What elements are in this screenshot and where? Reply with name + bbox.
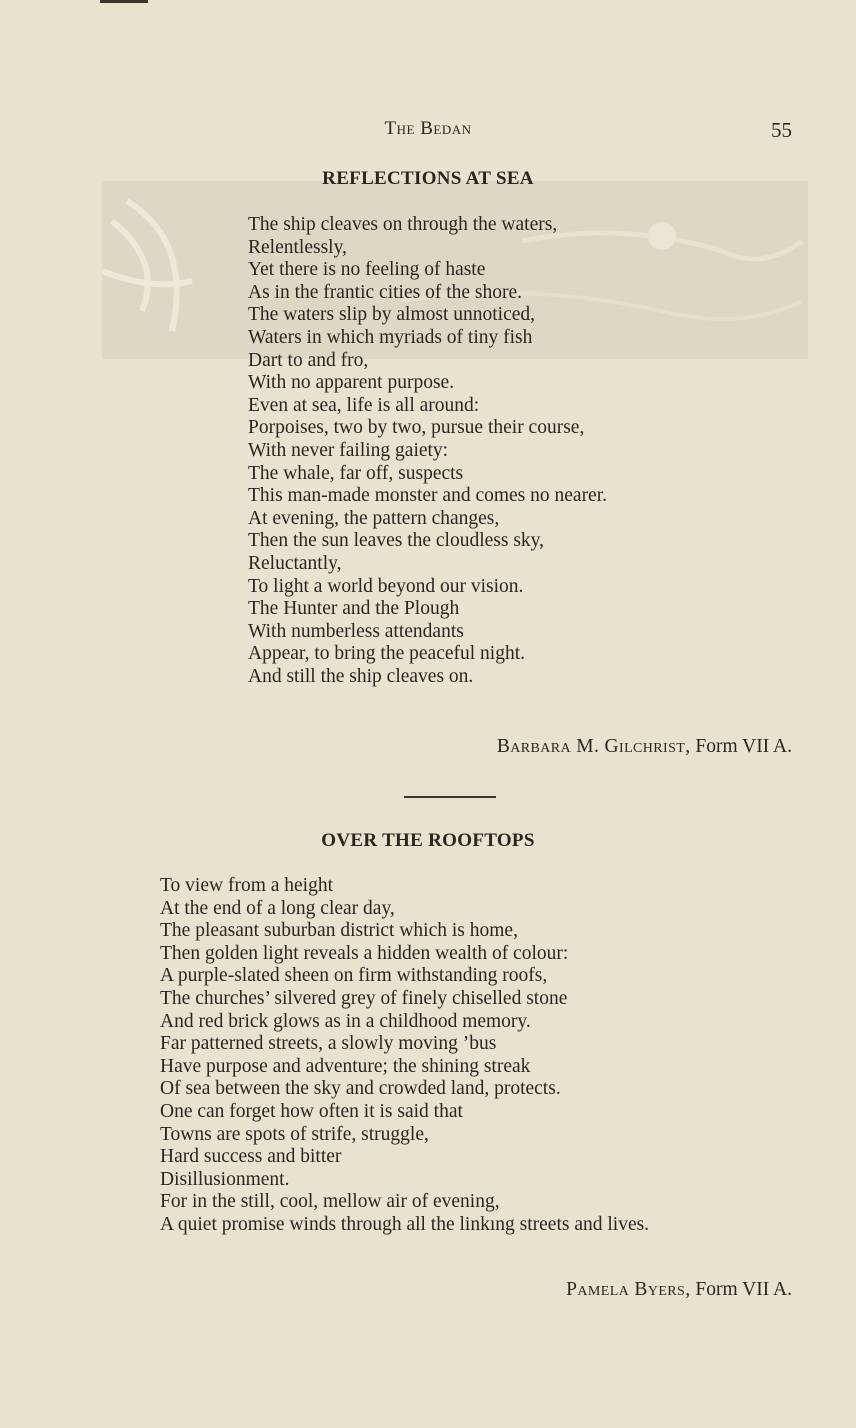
- poem-line: For in the still, cool, mellow air of evening,: [160, 1191, 500, 1213]
- section-divider: [404, 796, 496, 798]
- poem-line: The pleasant suburban district which is home,: [160, 920, 518, 942]
- poem-line: To view from a height: [160, 875, 334, 896]
- running-head: [0, 118, 856, 146]
- poem-line: Have purpose and adventure; the shining streak: [160, 1055, 531, 1077]
- poem-line: Of sea between the sky and crowded land, protects.: [160, 1078, 561, 1100]
- poem-line: This man-made monster and comes no nearer.: [248, 485, 608, 507]
- poem-line: One can forget how often it is said that: [160, 1100, 463, 1122]
- poem-line: Appear, to bring the peaceful night.: [248, 643, 525, 665]
- poem-body: [248, 214, 607, 688]
- poem-line: Waters in which myriads of tiny fish: [248, 326, 533, 348]
- poem-title: OVER THE ROOFTOPS: [321, 830, 535, 851]
- poem-line: Hard success and bitter: [160, 1146, 342, 1168]
- poem-line: Even at sea, life is all around:: [248, 394, 480, 416]
- poem-line: The ship cleaves on through the waters,: [248, 214, 558, 235]
- top-edge-mark: [100, 0, 148, 3]
- poem-line: Yet there is no feeling of haste: [248, 259, 486, 281]
- page-number: 55: [771, 118, 792, 142]
- poem-line: Reluctantly,: [248, 552, 342, 574]
- poem-line: Porpoises, two by two, pursue their course,: [248, 417, 585, 439]
- poem-line: And still the ship cleaves on.: [248, 665, 474, 687]
- poem-line: Relentlessly,: [248, 236, 347, 258]
- journal-name: The Bedan: [384, 118, 472, 139]
- poem-byline: [566, 1279, 792, 1301]
- poem-title: REFLECTIONS AT SEA: [322, 168, 534, 189]
- poem-line: With numberless attendants: [248, 620, 464, 642]
- poem-line: Then the sun leaves the cloudless sky,: [248, 530, 545, 552]
- poem-line: With never failing gaiety:: [248, 439, 449, 461]
- poem-line: A purple-slated sheen on firm withstanding roofs,: [160, 965, 548, 987]
- poem-line: The Hunter and the Plough: [248, 598, 460, 620]
- poem-line: As in the frantic cities of the shore.: [248, 281, 522, 303]
- poem-line: Disillusionment.: [160, 1168, 290, 1190]
- poem-line: The whale, far off, suspects: [248, 462, 464, 484]
- poem-byline: [497, 736, 792, 758]
- poem-body: [160, 875, 649, 1237]
- poem-line: Towns are spots of strife, struggle,: [160, 1123, 429, 1145]
- poem-line: Far patterned streets, a slowly moving ’bus: [160, 1033, 497, 1055]
- poem-line: With no apparent purpose.: [248, 372, 455, 394]
- poem-line: To light a world beyond our vision.: [248, 575, 524, 597]
- author-name: Pamela Byers,: [566, 1279, 691, 1300]
- poem-line: At the end of a long clear day,: [160, 897, 395, 919]
- poem-line: Then golden light reveals a hidden wealth of colour:: [160, 942, 569, 964]
- author-name: Barbara M. Gilchrist,: [496, 736, 691, 757]
- poem-line: A quiet promise winds through all the linkıng streets and lives.: [160, 1213, 650, 1235]
- poem-line: And red brick glows as in a childhood memory.: [160, 1010, 531, 1032]
- poem-line: Dart to and fro,: [248, 349, 369, 371]
- poem-line: The waters slip by almost unnoticed,: [248, 304, 536, 326]
- author-form: Form VII A.: [695, 736, 792, 757]
- poem-line: At evening, the pattern changes,: [248, 507, 500, 529]
- author-form: Form VII A.: [695, 1279, 792, 1300]
- poem-line: The churches’ silvered grey of finely chiselled stone: [160, 987, 568, 1009]
